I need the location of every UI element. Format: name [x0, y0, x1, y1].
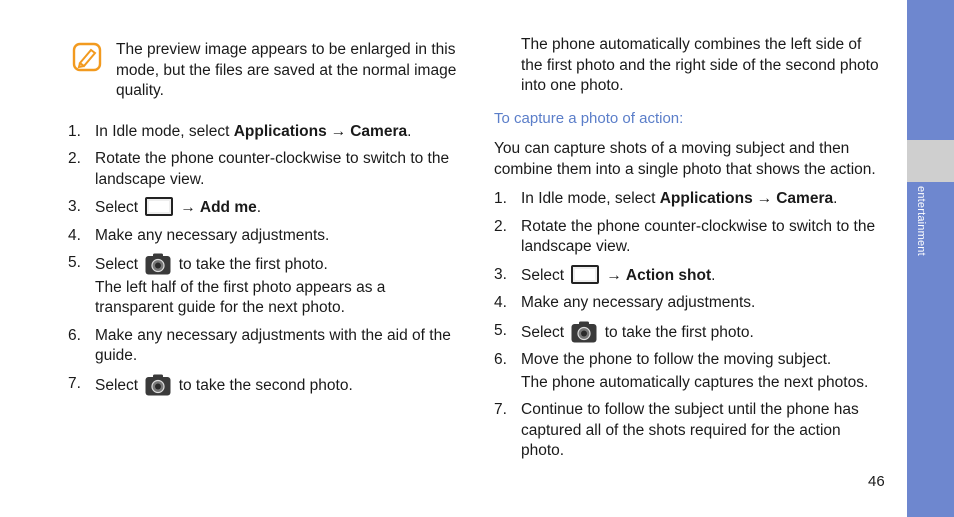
list-item: 4. Make any necessary adjustments.	[68, 226, 330, 244]
list-item: 1. In Idle mode, select Applications → Camera.	[494, 190, 838, 207]
camera-label: Camera	[350, 122, 408, 140]
applications-label: Applications	[233, 122, 327, 140]
applications-label: Applications	[659, 190, 753, 207]
section-label: entertainment	[915, 186, 927, 256]
camera-shutter-icon	[571, 321, 597, 343]
list-item: 6. Move the phone to follow the moving subject. The phone automatically captures the next photos.	[494, 351, 869, 391]
list-item: 6. Make any necessary adjustments with the aid of the guide.	[68, 326, 451, 364]
section-paragraph: You can capture shots of a moving subject and then combine them into a single photo that shows the action.	[494, 140, 876, 178]
list-item: 2. Rotate the phone counter-clockwise to switch to the landscape view.	[494, 217, 876, 255]
page-number: 46	[868, 473, 885, 490]
list-item: 2. Rotate the phone counter-clockwise to switch to the landscape view.	[68, 150, 450, 188]
add-me-label: Add me	[199, 199, 257, 216]
camera-label: Camera	[776, 190, 834, 207]
right-steps-list	[494, 189, 884, 462]
left-column	[68, 40, 458, 403]
list-item: 3. Select → Action shot.	[494, 265, 716, 284]
right-column	[494, 35, 884, 469]
note-pencil-icon	[72, 42, 102, 72]
list-item: 3. Select → Add me.	[68, 198, 262, 216]
action-shot-label: Action shot	[625, 266, 712, 284]
camera-shutter-icon	[145, 253, 171, 275]
mode-button-icon	[145, 197, 173, 216]
camera-shutter-icon	[145, 374, 171, 396]
section-heading: To capture a photo of action:	[494, 109, 684, 127]
section-tab-marker	[907, 140, 954, 182]
list-item: 5. Select to take the first photo.	[494, 321, 754, 341]
mode-button-icon	[571, 265, 599, 284]
list-item: 7. Select to take the second photo.	[68, 374, 353, 394]
note-text: The preview image appears to be enlarged in this mode, but the files are saved at the normal image quality.	[116, 41, 457, 99]
left-steps-list	[68, 122, 458, 397]
list-item: 4. Make any necessary adjustments.	[494, 294, 756, 311]
list-item: 5. Select to take the first photo. The left half of the first photo appears as a transparent guide for the next photo.	[68, 254, 386, 316]
list-item: 1. In Idle mode, select Applications → Camera.	[68, 122, 412, 140]
note-box	[68, 40, 458, 102]
list-item: 7. Continue to follow the subject until the phone has captured all of the shots required for the action photo.	[494, 401, 859, 459]
intro-text: The phone automatically combines the left side of the first photo and the right side of the second photo into one photo.	[521, 36, 879, 94]
